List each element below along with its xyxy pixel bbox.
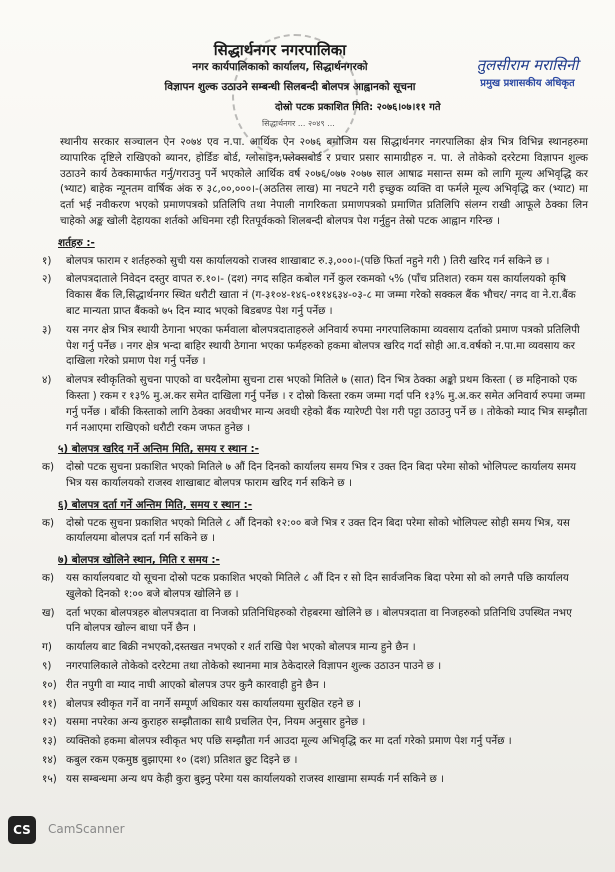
list-item: १३) व्यक्तिको हकमा बोलपत्र स्वीकृत भए पछि सम्झौता गर्न आउदा मूल्य अभिवृद्धि कर मा दर्ता गरेको प्रमाण पेश गर्नु पर्नेछ । — [42, 735, 512, 748]
section6-list — [38, 516, 588, 548]
camscanner-watermark: CamScanner — [48, 822, 125, 836]
list-item: १२) यसमा नपरेका अन्य कुराहरु सम्झौताका साथै प्रचलित ऐन, नियम अनुसार हुनेछ । — [42, 716, 366, 729]
signer-role: प्रमुख प्रशासकीय अधिकृत — [480, 78, 575, 89]
section6-title: ६) बोलपत्र दर्ता गर्ने अन्तिम मिति, समय र स्थान :- — [58, 498, 253, 511]
list-item: २) बोलपत्रदाताले निवेदन दस्तुर वापत रु.१०।- (दश) नगद सहित कबोल गर्ने कुल रकमको ५% (पाँच प्रतिशत) रकम यस कार्यालयको कृषि विकास बैंक लि,सिद्धार्थनगर स्थित धरौटी खाता नं (ग-३१०४-१४६-०११४६३४-०३-८ मा जम्मा गरेको सक्कल बैंक भौचर/ नगद वा ने.रा.बैंक बाट मान्यता प्राप्त बैंकको ७५ दिन म्याद भएको बिडबण्ड पेश गर्नु पर्नेछ । — [42, 273, 576, 317]
conditions-list — [38, 254, 588, 437]
list-item: १४) कबुल रकम एकमुष्ठ बुझाएमा १० (दश) प्रतिशत छुट दिइने छ । — [42, 753, 298, 766]
list-item: ख) दर्ता भएका बोलपत्रहरु बोलपत्रदाता वा निजको प्रतिनिधिहरुको रोहबरमा खोलिने छ । बोलपत्रदाता वा निजहरुको प्रतिनिधि उपस्थित नभए पनि बोलपत्र खोल्न बाधा पर्ने छैन । — [42, 606, 572, 635]
tail-list — [38, 659, 588, 788]
conditions-title: शर्तहरु :- — [58, 236, 95, 249]
list-item: ४) बोलपत्र स्वीकृतिको सुचना पाएको वा घरदैलोमा सुचना टास भएको मितिले ७ (सात) दिन भित्र ठेक्का अङ्को प्रथम किस्ता ( छ महिनाको एक किस्ता ) रकम र १३% मु.अ.कर समेत दाखिला गर्नु पर्नेछ । र दोस्रो किस्ता रकम जम्मा गर्दा पनि १३% मु.अ.कर समेत अनिवार्य रुपमा जम्मा गर्नु पर्नेछ । बाँकी किस्ताको लागि ठेक्का अवधीभर मान्य अवधी रहेको बैंक ग्यारेण्टी पेश गरी पट्टा उठाउनु पर्ने छ । तोकेको म्याद भित्र सम्झौता गर्न नआएमा राखिएको धरौटी रकम जफत हुनेछ । — [42, 374, 588, 434]
stamp-text: सिद्धार्थनगर ... २०४९ ... — [262, 119, 335, 128]
list-item: ३) यस नगर क्षेत्र भित्र स्थायी ठेगाना भएका फर्मवाला बोलपत्रदाताहरुले अनिवार्य रुपमा नगरपालिकामा व्यवसाय दर्ताको प्रमाण पत्रको प्रतिलिपी पेश गर्नु पर्नेछ । नगर क्षेत्र भन्दा बाहिर स्थायी ठेगाना भएका फर्महरुको हकमा बोलपत्र खरिद गर्दा सोही आ.व.वर्षको न.पा.मा व्यवसाय कर दाखिला गरेको प्रमाण पेश गर्नु पर्नेछ । — [42, 323, 580, 368]
signer-name: तुलसीराम मरासिनी — [476, 56, 579, 74]
list-item: क) दोस्रो पटक सुचना प्रकाशित भएको मितिले ७ औं दिन दिनको कार्यालय समय भित्र र उक्त दिन बिदा परेमा सोको भोलिपल्ट कार्यालय समय भित्र यस कार्यालयको राजस्व शाखाबाट बोलपत्र फाराम खरिद गर्न सकिने छ । — [42, 461, 577, 489]
signature-block — [460, 55, 595, 89]
list-item: १०) रीत नपुगी वा म्याद नाघी आएको बोलपत्र उपर कुनै कारवाही हुने छैन । — [42, 678, 326, 691]
list-item: ग) कार्यालय बाट बिक्री नभएको,दस्तखत नभएको र शर्त राखि पेश भएको बोलपत्र मान्य हुने छैन । — [42, 641, 416, 654]
published-date: दोस्रो पटक प्रकाशित मिति: २०७६।०७।११ गते — [275, 102, 441, 113]
list-item: ११) बोलपत्र स्वीकृत गर्ने वा नगर्ने सम्पूर्ण अधिकार यस कार्यालयमा सुरक्षित रहने छ । — [42, 697, 362, 710]
notice-body — [38, 135, 588, 790]
list-item: १५) यस सम्बन्धमा अन्य थप केही कुरा बुझ्नु परेमा यस कार्यालयको राजस्व शाखामा सम्पर्क गर्न सकिने छ । — [42, 772, 445, 785]
list-item: क) दोस्रो पटक सुचना प्रकाशित भएको मितिले ८ औं दिनको १२:०० बजे भित्र र उक्त दिन बिदा परेमा सोको भोलिपल्ट सोही समय भित्र, यस कार्यालयमा बोलपत्र दर्ता गर्न सकिने छ । — [42, 516, 570, 545]
list-item: क) यस कार्यालयबाट यो सूचना दोस्रो पटक प्रकाशित भएको मितिले ८ औं दिन र सो दिन सार्वजनिक बिदा परेमा सो को लगत्तै पछि कार्यालय खुलेको दिनको १:०० बजे बोलपत्र खोलिने छ । — [42, 571, 569, 600]
section7-title: ७) बोलपत्र खोलिने स्थान, मिति र समय :- — [58, 554, 220, 567]
camscanner-logo: CS — [8, 816, 36, 844]
list-item: ९) नगरपालिकाले तोकेको दररेटमा तथा तोकेको स्थानमा मात्र ठेकेदारले विज्ञापन शुल्क उठाउन पाउने छ । — [42, 659, 442, 672]
intro-paragraph: स्थानीय सरकार सञ्चालन ऐन २०७४ एव न.पा. आर्थिक ऐन २०७६ बमोजिम यस सिद्धार्थनगर नगरपालिका क्षेत्र भित्र विभिन्न स्थानहरुमा व्यापारिक दृष्टिले राखिएको ब्यानर, होर्डिङ बोर्ड, ग्लोसाइन,फ्लेक्सबोर्ड र प्रचार प्रसार सामाग्रीहरु न. पा. ले तोकेको दररेटमा विज्ञापन शुल्क उठाउने कार्य ठेक्कामार्फत गर्नु/गराउनु पर्ने भएकोले आर्थिक वर्ष २०७६/०७७ २०७७ साल आषाढ मसान्त सम्म को लागि मूल्य अभिवृद्धि कर (भ्याट) बाहेक न्यूनतम वार्षिक अंक रु ३८,००,०००।-(अठतिस लाख) मा नघटने गरी इच्छुक व्यक्ति वा फर्मले मूल्य अभिवृद्धि कर (भ्याट) मा दर्ता भई नवीकरण भएको प्रमाणपत्रको प्रतिलिपि तथा नेपाली नागरिकता प्रमाणपत्रको प्रमाणित प्रतिलिपि संलग्न राखी आफूले ठेक्का लिन चाहेको अङ्क खोली देहायका शर्तको अधिनमा रही रितपूर्वकको शिलबन्दी बोलपत्र पेश गर्नुहुन तेस्रो पटक आह्वान गरिन्छ । — [60, 136, 588, 227]
notice-title: विज्ञापन शुल्क उठाउने सम्बन्धी सिलबन्दी बोलपत्र आह्वानको सूचना — [164, 81, 416, 93]
list-item: १) बोलपत्र फाराम र शर्तहरुको सुची यस कार्यालयको राजस्व शाखाबाट रु.३,०००।-(पछि फिर्ता नहुने गरी ) तिरी खरिद गर्न सकिने छ । — [42, 254, 550, 267]
section5-title: ५) बोलपत्र खरिद गर्ने अन्तिम मिति, समय र स्थान :- — [58, 443, 259, 456]
section5-list — [38, 460, 588, 492]
office-sub: नगर कार्यपालिकाको कार्यालय, सिद्धार्थनगरको — [192, 61, 368, 73]
office-name: सिद्धार्थनगर नगरपालिका — [213, 41, 347, 59]
section7-list — [38, 571, 588, 656]
